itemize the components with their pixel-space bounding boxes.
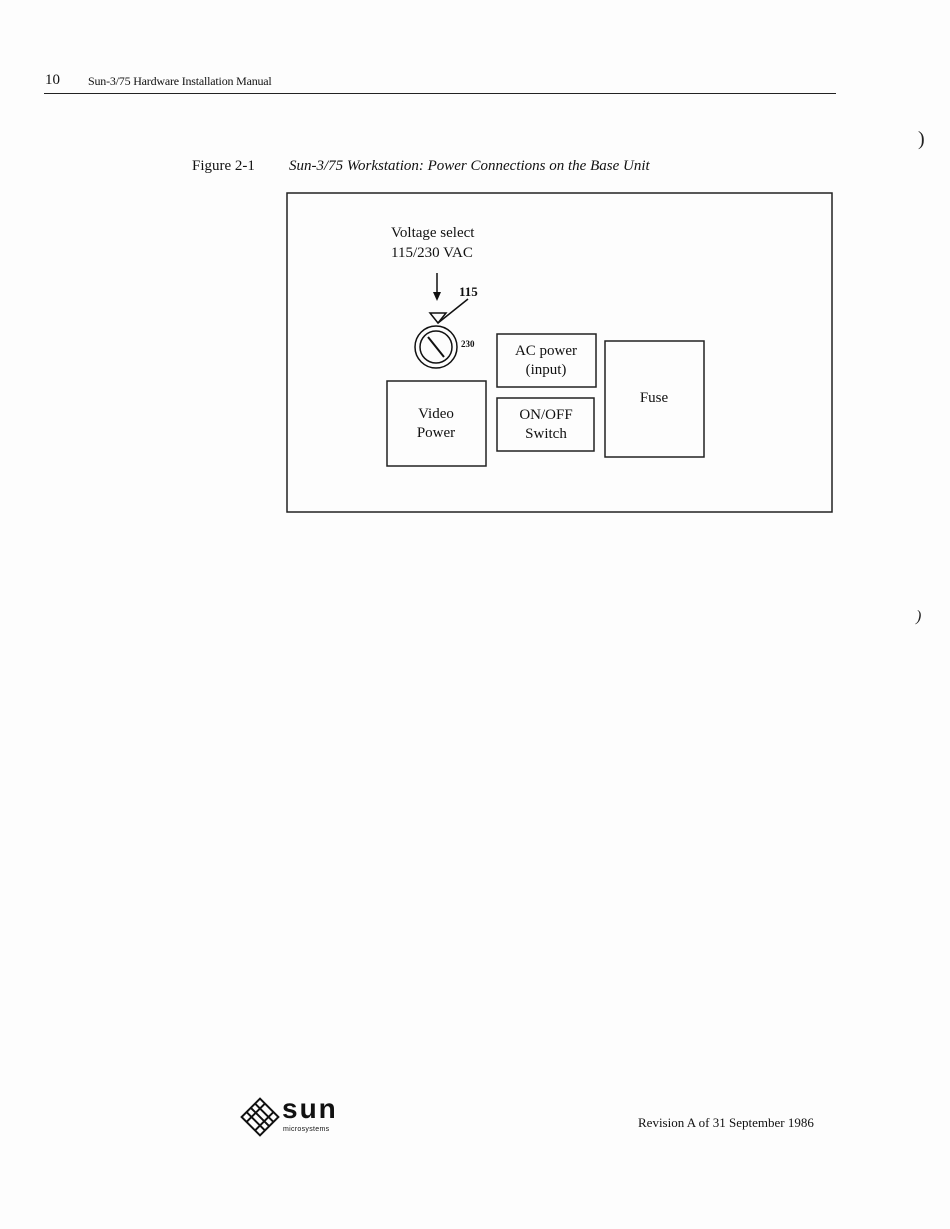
ac-power-label-line2: (input) (525, 362, 567, 378)
onoff-label-line1: ON/OFF (519, 407, 573, 423)
selector-pointer-line (438, 299, 468, 323)
video-power-label-line1: Video (418, 406, 454, 422)
margin-mark-middle: ) (916, 608, 922, 625)
setting-230-label: 230 (461, 339, 475, 349)
video-power-box (387, 381, 486, 466)
voltage-select-label: Voltage select (391, 225, 475, 241)
voltage-range-label: 115/230 VAC (391, 245, 473, 261)
fuse-label: Fuse (639, 390, 669, 406)
onoff-switch-box (497, 398, 594, 451)
down-arrow-icon (433, 273, 441, 301)
margin-mark-top: ) (918, 128, 925, 150)
running-header-title: Sun-3/75 Hardware Installation Manual (88, 74, 272, 88)
figure-title: Sun-3/75 Workstation: Power Connections on the Base Unit (289, 158, 650, 174)
logo-word: sun (282, 1093, 338, 1124)
revision-footer: Revision A of 31 September 1986 (638, 1115, 814, 1130)
ac-power-label-line1: AC power (514, 343, 578, 359)
ac-power-box (497, 334, 596, 387)
page-number: 10 (45, 72, 60, 88)
onoff-label-line2: Switch (525, 426, 567, 442)
figure-number: Figure 2-1 (192, 158, 255, 174)
setting-115-label: 115 (459, 284, 478, 299)
video-power-label-line2: Power (416, 425, 456, 441)
voltage-dial-icon (415, 326, 457, 368)
logo-subtitle: microsystems (283, 1126, 330, 1133)
